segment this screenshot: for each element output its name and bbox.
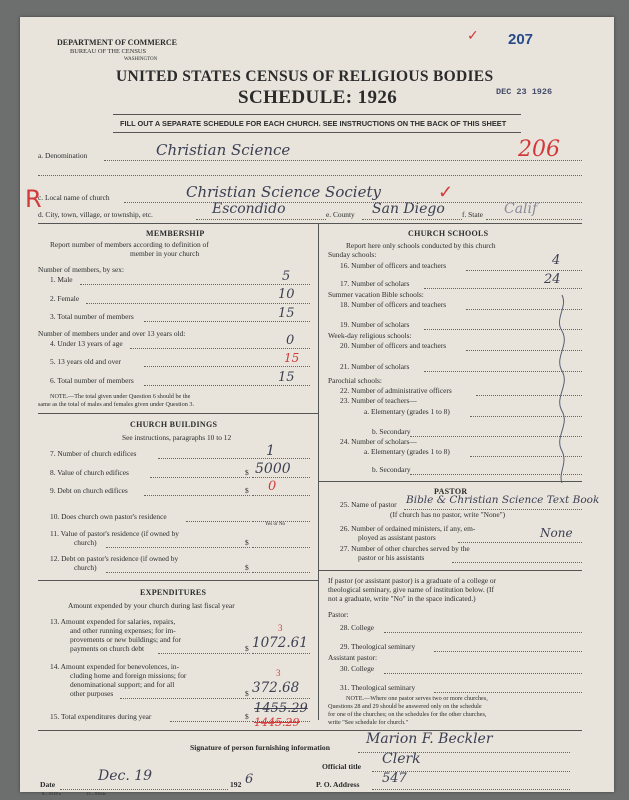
q16-value: 4 — [552, 253, 561, 268]
q13-label-3: provements or new buildings; and for — [70, 635, 182, 644]
po-address-label: P. O. Address — [316, 780, 360, 789]
q7-label: 7. Number of church edifices — [50, 449, 137, 458]
q11-label: 11. Value of pastor's residence (if owned by — [50, 529, 179, 538]
q22-label: 22. Number of administrative officers — [340, 386, 452, 395]
q14-label-2: cluding home and foreign missions; for — [70, 671, 187, 680]
expenditures-sub: Amount expended by your church during last fiscal year — [68, 601, 235, 610]
q26-label: 26. Number of ordained ministers, if any, em- — [340, 524, 476, 533]
q19-label: 19. Number of scholars — [340, 320, 410, 329]
parochial-label: Parochial schools: — [328, 376, 382, 385]
q31-label: 31. Theological seminary — [340, 683, 416, 692]
county-value: San Diego — [372, 201, 445, 217]
city-label: WASHINGTON — [124, 57, 158, 62]
q13-red-mark: 3 — [278, 623, 283, 633]
q16-label: 16. Number of officers and teachers — [340, 261, 447, 270]
graduate-note-2: theological seminary, give name of institution below. (If — [328, 585, 494, 594]
date-label: Date — [40, 780, 56, 789]
form-title: UNITED STATES CENSUS OF RELIGIOUS BODIES — [116, 68, 494, 85]
q11-dollar: $ — [245, 538, 249, 547]
q14-label: 14. Amount expended for benevolences, in- — [50, 662, 180, 671]
q8-dollar: $ — [245, 468, 249, 477]
instruction-rule-bottom — [113, 132, 521, 133]
pastor-label: Pastor: — [328, 610, 349, 619]
pastor-note-2: Questions 28 and 29 should be answered only on the schedule — [328, 703, 482, 710]
q8-label: 8. Value of church edifices — [50, 468, 129, 477]
schools-sub: Report here only schools conducted by this church — [346, 241, 496, 250]
q25-label: 25. Name of pastor — [340, 500, 397, 509]
q3-label: 3. Total number of members — [50, 312, 134, 321]
department-label: DEPARTMENT OF COMMERCE — [57, 38, 178, 47]
membership-intro-2: member in your church — [130, 249, 200, 258]
q9-value: 0 — [268, 479, 277, 494]
q17-label: 17. Number of scholars — [340, 279, 410, 288]
schedule-title: SCHEDULE: 1926 — [238, 87, 398, 108]
q24a-label: a. Elementary (grades 1 to 8) — [364, 447, 450, 456]
q8-value: 5000 — [255, 461, 291, 477]
q5-label: 5. 13 years old and over — [50, 357, 122, 366]
q27-label-2: pastor or his assistants — [358, 553, 425, 562]
membership-note-2: same as the total of males and females given under Question 3. — [38, 401, 195, 408]
pastor-note: NOTE.—Where one pastor serves two or more churches, — [346, 695, 488, 702]
q13-label-4: payments on church debt — [70, 644, 145, 653]
print-number: 11—9364c — [86, 791, 106, 796]
state-value: Calif — [504, 201, 538, 217]
q6-value: 15 — [278, 370, 295, 385]
q24b-label: b. Secondary — [372, 465, 411, 474]
city-field-label: d. City, town, village, or township, etc. — [38, 210, 153, 219]
q7-value: 1 — [266, 443, 275, 459]
q18-label: 18. Number of officers and teachers — [340, 300, 447, 309]
expenditures-title: EXPENDITURES — [140, 588, 207, 597]
q9-dollar: $ — [245, 486, 249, 495]
local-name-value: Christian Science Society — [186, 183, 381, 201]
sunday-label: Sunday schools: — [328, 250, 377, 259]
q9-label: 9. Debt on church edifices — [50, 486, 128, 495]
q14-dollar: $ — [245, 689, 249, 698]
q13-label-2: and other running expenses; for im- — [70, 626, 176, 635]
q17-value: 24 — [544, 272, 561, 287]
membership-note: NOTE.—The total given under Question 6 should be the — [50, 393, 191, 400]
q1-label: 1. Male — [50, 275, 73, 284]
date-value: Dec. 19 — [98, 768, 153, 784]
check-mark: ✓ — [467, 29, 479, 44]
q27-label: 27. Number of other churches served by the — [340, 544, 470, 553]
yes-no-hint: Yes or No — [265, 522, 286, 527]
q30-label: 30. College — [340, 664, 375, 673]
official-title-label: Official title — [322, 762, 362, 771]
po-address-value: 547 — [382, 771, 407, 786]
signature-value: Marion F. Beckler — [366, 731, 493, 747]
county-label: e. County — [326, 210, 355, 219]
q12-label-2: church) — [74, 563, 97, 572]
summer-label: Summer vacation Bible schools: — [328, 290, 424, 299]
q5-value: 15 — [284, 351, 300, 365]
denomination-value: Christian Science — [156, 141, 291, 159]
q25-note: (If church has no pastor, write "None") — [390, 510, 506, 519]
q15-dollar: $ — [245, 712, 249, 721]
q4-value: 0 — [286, 333, 295, 348]
bureau-label: BUREAU OF THE CENSUS — [70, 48, 147, 55]
q4-label: 4. Under 13 years of age — [50, 339, 123, 348]
q25-value: Bible & Christian Science Text Book — [406, 494, 600, 506]
q26-value: None — [540, 526, 573, 540]
q13-dollar: $ — [245, 644, 249, 653]
year-print: 192 — [230, 780, 242, 789]
q2-label: 2. Female — [50, 294, 80, 303]
year-handwritten: 6 — [245, 772, 254, 787]
state-label: f. State — [462, 210, 483, 219]
q15-label: 15. Total expenditures during year — [50, 712, 152, 721]
column-divider — [318, 223, 319, 720]
q3-value: 15 — [278, 306, 295, 321]
q23a-label: a. Elementary (grades 1 to 8) — [364, 407, 450, 416]
q13-value: 1072.61 — [252, 635, 308, 651]
q13-label: 13. Amount expended for salaries, repairs, — [50, 617, 176, 626]
weekday-label: Week-day religious schools: — [328, 331, 412, 340]
date-stamp: DEC 23 1926 — [496, 87, 553, 97]
q21-label: 21. Number of scholars — [340, 362, 410, 371]
by-sex-label: Number of members, by sex: — [38, 265, 124, 274]
denomination-code: 206 — [518, 137, 560, 162]
age-header: Number of members under and over 13 years old: — [38, 329, 186, 338]
q26-label-2: ployed as assistant pastors — [358, 533, 436, 542]
q14-label-3: denominational support; and for all — [70, 680, 175, 689]
q10-label: 10. Does church own pastor's residence — [50, 512, 167, 521]
q12-dollar: $ — [245, 563, 249, 572]
q20-label: 20. Number of officers and teachers — [340, 341, 447, 350]
instruction-line: FILL OUT A SEPARATE SCHEDULE FOR EACH CHURCH. SEE INSTRUCTIONS ON THE BACK OF THIS SHEET — [120, 119, 507, 128]
q1-value: 5 — [282, 269, 291, 284]
graduate-note: If pastor (or assistant pastor) is a graduate of a college or — [328, 576, 497, 585]
pastor-note-4: write "See schedule for church." — [328, 719, 409, 726]
official-title-value: Clerk — [382, 751, 421, 767]
schools-title: CHURCH SCHOOLS — [408, 229, 489, 238]
county-check-mark: ✓ — [438, 182, 454, 202]
instruction-rule-top — [113, 114, 521, 115]
city-value: Escondido — [212, 201, 286, 217]
q14-red-mark: 3 — [276, 668, 281, 678]
q14-value: 372.68 — [252, 680, 300, 696]
buildings-sub: See instructions, paragraphs 10 to 12 — [122, 433, 232, 442]
dash-scribble — [540, 287, 580, 487]
membership-intro: Report number of members according to definition of — [50, 240, 209, 249]
q12-label: 12. Debt on pastor's residence (if owned by — [50, 554, 179, 563]
q23-label: 23. Number of teachers— — [340, 396, 417, 405]
denomination-label: a. Denomination — [38, 151, 88, 160]
q15-value-struck: 1455.29 — [254, 701, 308, 716]
q28-label: 28. College — [340, 623, 375, 632]
membership-title: MEMBERSHIP — [146, 229, 205, 238]
census-schedule-sheet — [20, 17, 614, 796]
q29-label: 29. Theological seminary — [340, 642, 416, 651]
q11-label-2: church) — [74, 538, 97, 547]
pastor-note-3: for one of the churches; on the schedules for the other churches, — [328, 711, 487, 718]
q14-label-4: other purposes — [70, 689, 114, 698]
r-mark: R — [25, 185, 42, 213]
graduate-note-3: not a graduate, write "No" in the space indicated.) — [328, 594, 476, 603]
q2-value: 10 — [278, 287, 295, 302]
buildings-title: CHURCH BUILDINGS — [130, 420, 218, 429]
form-number: 8—5518 a — [42, 791, 61, 796]
local-name-label: c. Local name of church — [38, 193, 110, 202]
q24-label: 24. Number of scholars— — [340, 437, 417, 446]
q23b-label: b. Secondary — [372, 427, 411, 436]
q15-value-red: 1445.29 — [254, 716, 300, 729]
signature-label: Signature of person furnishing information — [190, 743, 330, 752]
q6-label: 6. Total number of members — [50, 376, 134, 385]
number-stamp: 207 — [508, 31, 534, 48]
pastor-title: PASTOR — [434, 487, 468, 496]
assistant-pastor-label: Assistant pastor: — [328, 653, 378, 662]
